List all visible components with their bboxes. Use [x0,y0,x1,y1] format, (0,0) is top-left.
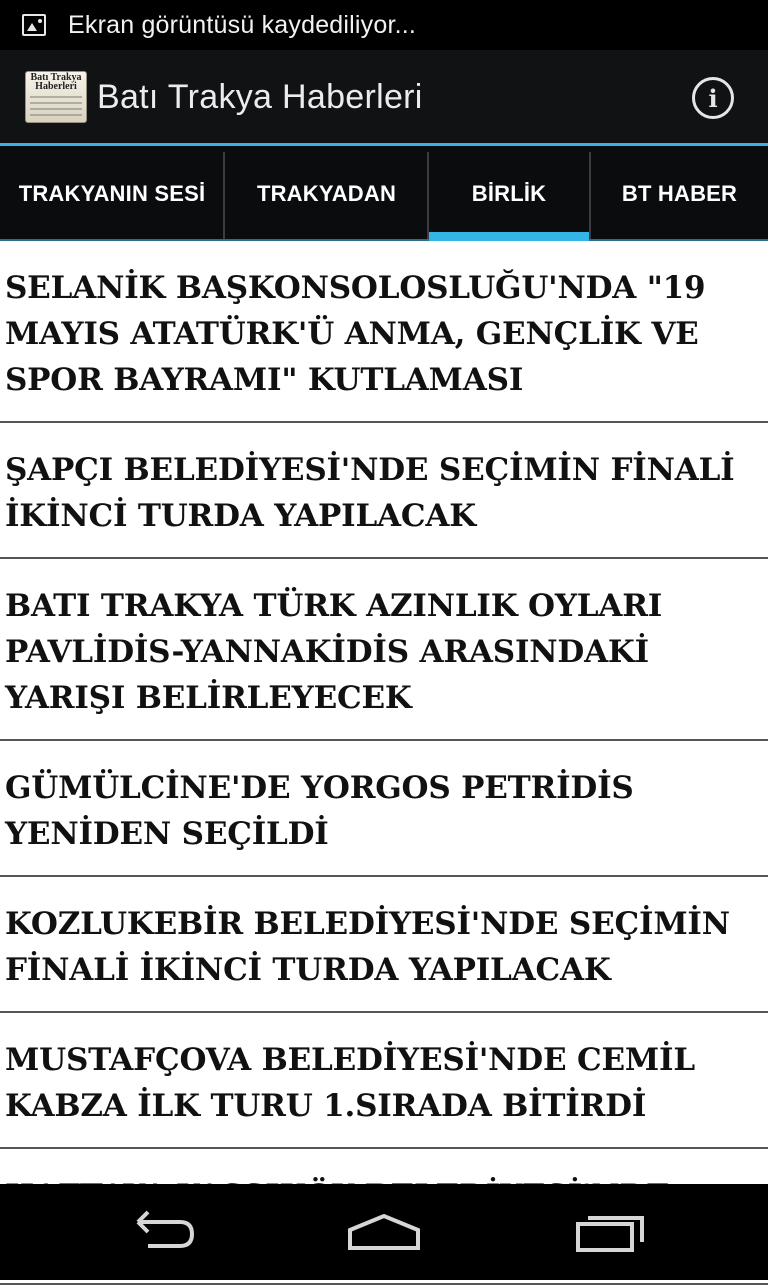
tab-label: TRAKYANIN SESİ [18,180,206,206]
tab-bt-haber[interactable] [591,146,768,241]
info-icon[interactable] [692,77,734,119]
image-icon [22,14,46,36]
tab-label: TRAKYADAN [256,180,397,206]
tab-label: BİRLİK [471,180,547,206]
news-title: SELANİK BAŞKONSOLOSLUĞU'NDA "19 MAYIS ATATÜRK'Ü ANMA, GENÇLİK VE SPOR BAYRAMI" KUTLAMASI [5,270,706,398]
news-item[interactable] [0,423,768,559]
home-icon[interactable] [342,1208,426,1256]
app-title: Batı Trakya Haberleri [97,77,423,116]
news-list[interactable] [0,241,768,1184]
app-logo-text: Batı Trakya Haberleri [30,72,82,92]
status-bar [0,0,768,50]
back-icon[interactable] [118,1208,204,1256]
tab-trakyadan[interactable] [225,146,428,241]
news-title: MUSTAFÇOVA BELEDİYESİ'NDE CEMİL KABZA İLK TURU 1.SIRADA BİTİRDİ [5,1042,695,1124]
app-logo-newspaper-lines [30,96,82,118]
news-item[interactable] [0,1013,768,1149]
news-item[interactable] [0,877,768,1013]
tab-birlik[interactable] [429,146,589,241]
tab-bar [0,146,768,241]
app-logo[interactable] [25,71,87,123]
news-title: GÜMÜLCİNE'DE YORGOS PETRİDİS YENİDEN SEÇİLDİ [5,770,634,852]
news-title: BATI TRAKYA TÜRK AZINLIK OYLARI PAVLİDİS-YANNAKİDİS ARASINDAKİ YARIŞI BELİRLEYECEK [5,588,663,716]
tab-active-indicator [429,232,589,241]
news-item[interactable] [0,741,768,877]
tab-trakyanin-sesi[interactable] [0,146,224,241]
news-title: ŞAPÇI BELEDİYESİ'NDE SEÇİMİN FİNALİ İKİNCİ TURDA YAPILACAK [5,452,735,534]
news-item[interactable] [0,241,768,423]
navigation-bar [0,1184,768,1280]
action-bar [0,50,768,144]
recents-icon[interactable] [570,1208,654,1256]
news-item[interactable] [0,559,768,741]
status-notification-text: Ekran görüntüsü kaydediliyor... [68,10,417,39]
news-title: KOZLUKEBİR BELEDİYESİ'NDE SEÇİMİN FİNALİ İKİNCİ TURDA YAPILACAK [5,906,730,988]
info-symbol: i [708,83,718,113]
tab-label: BT HABER [621,180,738,206]
